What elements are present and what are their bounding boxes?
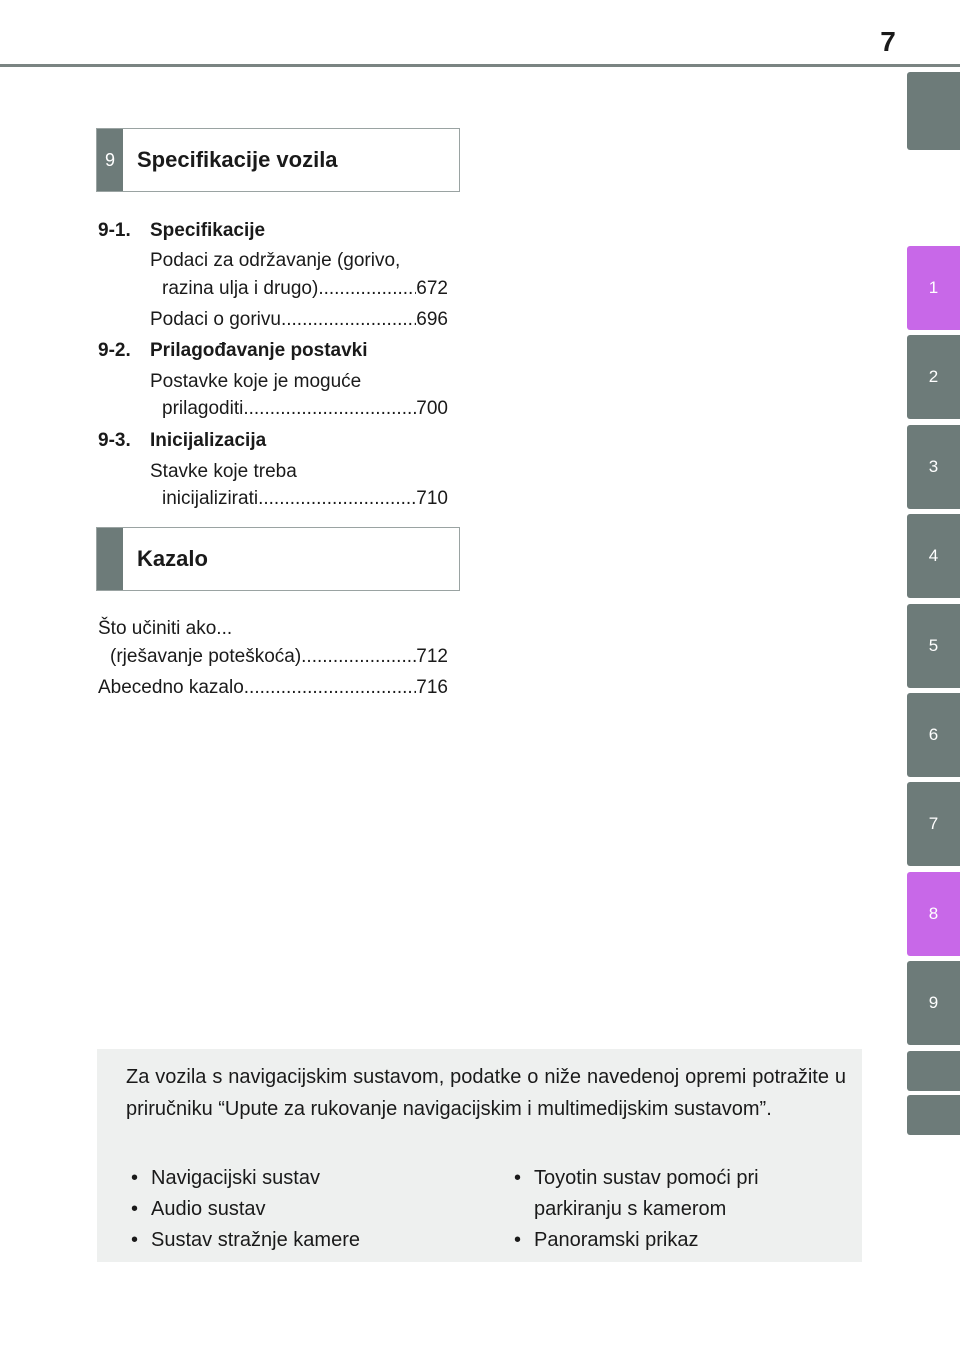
- tab-chapter-3[interactable]: 3: [907, 425, 960, 509]
- bullet-list-left: [127, 1163, 360, 1256]
- bullet-item: • Toyotin sustav pomoći pri: [510, 1163, 759, 1194]
- leader-dots: [301, 642, 416, 672]
- tab-chapter-9[interactable]: 9: [907, 961, 960, 1045]
- toc-entry-title: prilagoditi: [162, 398, 244, 419]
- section-header-9: [96, 128, 460, 192]
- info-box: [97, 1049, 862, 1262]
- toc-entry[interactable]: [150, 305, 448, 335]
- toc-entry-title: Podaci o gorivu: [150, 309, 281, 330]
- toc-entry[interactable]: [162, 394, 448, 424]
- section-number: 9: [97, 129, 123, 191]
- toc-group-number: 9-3.: [98, 430, 131, 451]
- toc-group-9-1[interactable]: [98, 216, 265, 246]
- leader-dots: [318, 274, 416, 304]
- toc-entry-line1: Što učiniti ako...: [98, 618, 233, 639]
- toc-entry-title: inicijalizirati: [162, 488, 259, 509]
- tab-chapter-1[interactable]: 1: [907, 246, 960, 330]
- tab-chapter-5[interactable]: 5: [907, 604, 960, 688]
- bullet-item: • Navigacijski sustav: [127, 1163, 360, 1194]
- bullet-item: • Panoramski prikaz: [510, 1225, 759, 1256]
- tab-chapter-8[interactable]: 8: [907, 872, 960, 956]
- toc-entry-page: 712: [416, 646, 448, 667]
- tab-blank-top[interactable]: [907, 72, 960, 150]
- toc-group-9-3[interactable]: [98, 426, 266, 456]
- toc-entry-page: 672: [416, 278, 448, 299]
- tab-blank-b[interactable]: [907, 1095, 960, 1135]
- leader-dots: [281, 305, 416, 335]
- leader-dots: [258, 484, 416, 514]
- toc-entry-title: Abecedno kazalo: [98, 677, 244, 698]
- toc-group-number: 9-1.: [98, 220, 131, 241]
- toc-entry-page: 700: [416, 398, 448, 419]
- section-title: Specifikacije vozila: [137, 147, 338, 172]
- bullet-item: • Audio sustav: [127, 1194, 360, 1225]
- tab-chapter-6[interactable]: 6: [907, 693, 960, 777]
- toc-group-number: 9-2.: [98, 340, 131, 361]
- bullet-continuation: parkiranju s kamerom: [534, 1198, 727, 1220]
- info-text: Za vozila s navigacijskim sustavom, podatke o niže navedenoj opremi potražite u priručniku “Upute za rukovanje navigacijskim i multimedijskim sustavom”.: [126, 1066, 846, 1120]
- leader-dots: [243, 394, 416, 424]
- toc-entry-line1: Stavke koje treba: [150, 461, 297, 482]
- toc-entry-line1: Postavke koje je moguće: [150, 371, 362, 392]
- toc-entry-title: razina ulja i drugo): [162, 278, 319, 299]
- toc-entry-page: 710: [416, 488, 448, 509]
- tab-blank-a[interactable]: [907, 1051, 960, 1091]
- toc-entry[interactable]: [98, 673, 448, 703]
- tab-chapter-7[interactable]: 7: [907, 782, 960, 866]
- toc-group-title: Prilagođavanje postavki: [150, 340, 368, 361]
- page-number: 7: [880, 26, 896, 57]
- bullet-item: • Sustav stražnje kamere: [127, 1225, 360, 1256]
- tab-chapter-4[interactable]: 4: [907, 514, 960, 598]
- toc-entry-page: 696: [416, 309, 448, 330]
- bullet-item-continued: [510, 1194, 759, 1225]
- toc-entry-line1: Podaci za održavanje (gorivo,: [150, 250, 401, 271]
- bullet-list-right: [510, 1163, 759, 1256]
- header-rule: [0, 64, 960, 67]
- toc-group-title: Inicijalizacija: [150, 430, 267, 451]
- tab-chapter-2[interactable]: 2: [907, 335, 960, 419]
- section-bar: [97, 528, 123, 590]
- toc-entry-page: 716: [416, 677, 448, 698]
- toc-group-9-2[interactable]: [98, 336, 368, 366]
- toc-group-title: Specifikacije: [150, 220, 266, 241]
- section-header-index: [96, 527, 460, 591]
- section-title: Kazalo: [137, 546, 208, 571]
- toc-entry[interactable]: [162, 484, 448, 514]
- leader-dots: [244, 673, 417, 703]
- toc-entry[interactable]: [162, 274, 448, 304]
- toc-entry[interactable]: [110, 642, 448, 672]
- toc-entry-title: (rješavanje poteškoća): [110, 646, 302, 667]
